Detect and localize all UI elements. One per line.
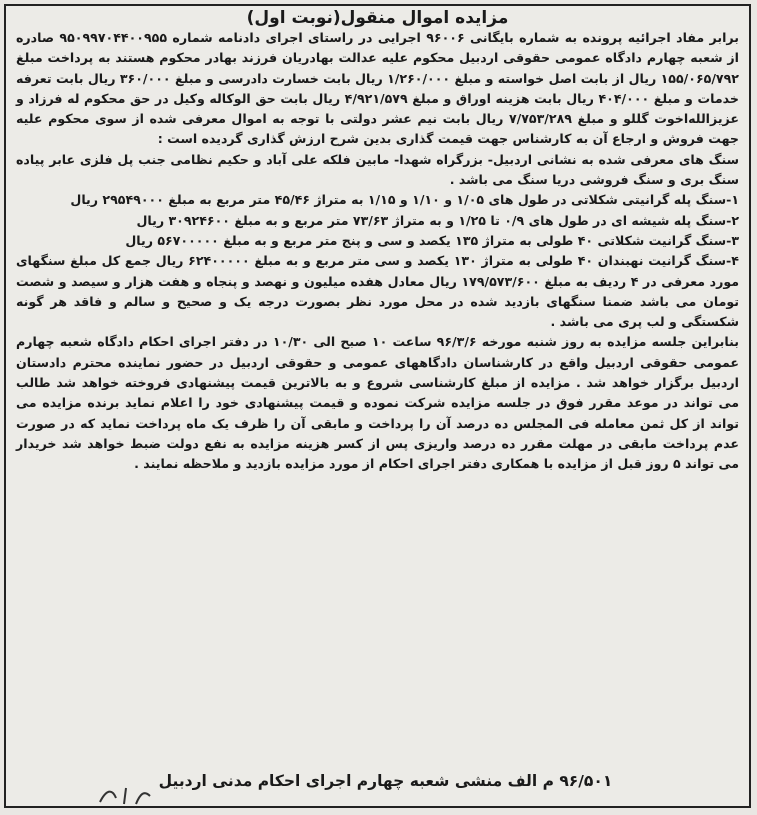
paragraph-item-1: ۱-سنگ پله گرانیتی شکلاتی در طول های ۱/۰۵ و ۱/۱۰ و ۱/۱۵ به متراژ ۴۵/۴۶ متر مربع به مبلغ ۲۹۵۴۹۰۰۰ ریال bbox=[70, 192, 739, 208]
paragraph-auction-terms: بنابراین جلسه مزایده به روز شنبه مورخه ۹۶/۳/۶ ساعت ۱۰ صبح الی ۱۰/۳۰ در دفتر اجرای احکام دادگاه شعبه چهارم عمومی حقوقی اردبیل واقع در کارشناسان دادگاههای عمومی و حقوقی اردبیل در حضور نماینده محترم دادستان اردبیل برگزار خواهد شد . مزایده از مبلغ کارشناسی شروع و به بالاترین قیمت پیشنهادی فروخته خواهد شد طالب می تواند در موعد مقرر فوق در جلسه مزایده شرکت نموده و قیمت پیشنهادی خود را اعلام نماید برنده مزایده می تواند از کل ثمن معامله فی المجلس ده درصد آن را پرداخت و مابقی آن را ظرف یک ماه پرداخت نماید که در صورت عدم پرداخت مابقی در مهلت مقرر ده درصد واریزی پس از کسر هزینه مزایده به نفع دولت ضبط خواهد شد خریدار می تواند ۵ روز قبل از مزایده با همکاری دفتر اجرای احکام از مورد مزایده بازدید و ملاحظه نمایند . bbox=[16, 334, 739, 472]
paragraph-location: سنگ های معرفی شده به نشانی اردبیل- بزرگراه شهدا- مابین فلکه علی آباد و حکیم نظامی جنب پل فلزی عابر پیاده سنگ بری و سنگ فروشی دریا سنگ می باشد . bbox=[16, 151, 739, 188]
paragraph-intro: برابر مفاد اجرائیه پرونده به شماره بایگانی ۹۶۰۰۶ اجرایی در راستای اجرای دادنامه شماره ۹۵۰۹۹۷۰۴۴۰۰۹۵۵ صادره از شعبه چهارم دادگاه عمومی حقوقی اردبیل محکوم علیه عدالت بهادریان فرزند بهادر محکوم هستند به پرداخت مبلغ ۱۵۵/۰۶۵/۷۹۲ ریال از بابت اصل خواسته و مبلغ ۱/۲۶۰/۰۰۰ ریال بابت خسارت دادرسی و مبلغ ۳۶۰/۰۰۰ ریال بابت تعرفه خدمات و مبلغ ۴۰۴/۰۰۰ ریال بابت هزینه اوراق و مبلغ ۴/۹۲۱/۵۷۹ ریال بابت حق الوکاله وکیل در حق محکوم له فرزاد و عزیزالله‌اخوت گللو و مبلغ ۷/۷۵۳/۲۸۹ ریال بابت نیم عشر دولتی با توجه به اموال معرفی شده از سوی محکوم علیه جهت فروش و ارجاع آن به کارشناس جهت قیمت گذاری بدین شرح ارزش گذاری گردیده است : bbox=[16, 30, 739, 147]
notice-footer: ۹۶/۵۰۱ م الف منشی شعبه چهارم اجرای احکام مدنی اردبیل bbox=[158, 772, 613, 790]
notice-body bbox=[6, 28, 749, 475]
notice-frame bbox=[4, 4, 751, 808]
pen-mark-icon bbox=[96, 784, 156, 806]
paragraph-item-3: ۳-سنگ گرانیت شکلاتی ۴۰ طولی به متراژ ۱۳۵ یکصد و سی و پنج متر مربع و به مبلغ ۵۶۷۰۰۰۰۰ ریال bbox=[125, 232, 739, 248]
paragraph-item-4: ۴-سنگ گرانیت نهبندان ۴۰ طولی به متراژ ۱۳۰ یکصد و سی متر مربع و به مبلغ ۶۲۴۰۰۰۰۰ ریال جمع کل مبلغ سنگهای مورد معرفی در ۴ ردیف به مبلغ ۱۷۹/۵۷۳/۶۰۰ ریال معادل هفده میلیون و نهصد و پنجاه و هفت هزار و سیصد و شصت تومان می باشد ضمنا سنگهای بازدید شده در محل مورد نظر بصورت درجه یک و صحیح و سالم و فاقد هر گونه شکستگی و لب پری می باشد . bbox=[16, 253, 740, 330]
paragraph-item-2: ۲-سنگ پله شیشه ای در طول های ۰/۹ تا ۱/۲۵ و به متراژ ۷۳/۶۳ متر مربع و به مبلغ ۳۰۹۲۴۶۰۰ ریال bbox=[136, 212, 739, 228]
notice-title: مزایده اموال منقول(نوبت اول) bbox=[246, 8, 509, 28]
